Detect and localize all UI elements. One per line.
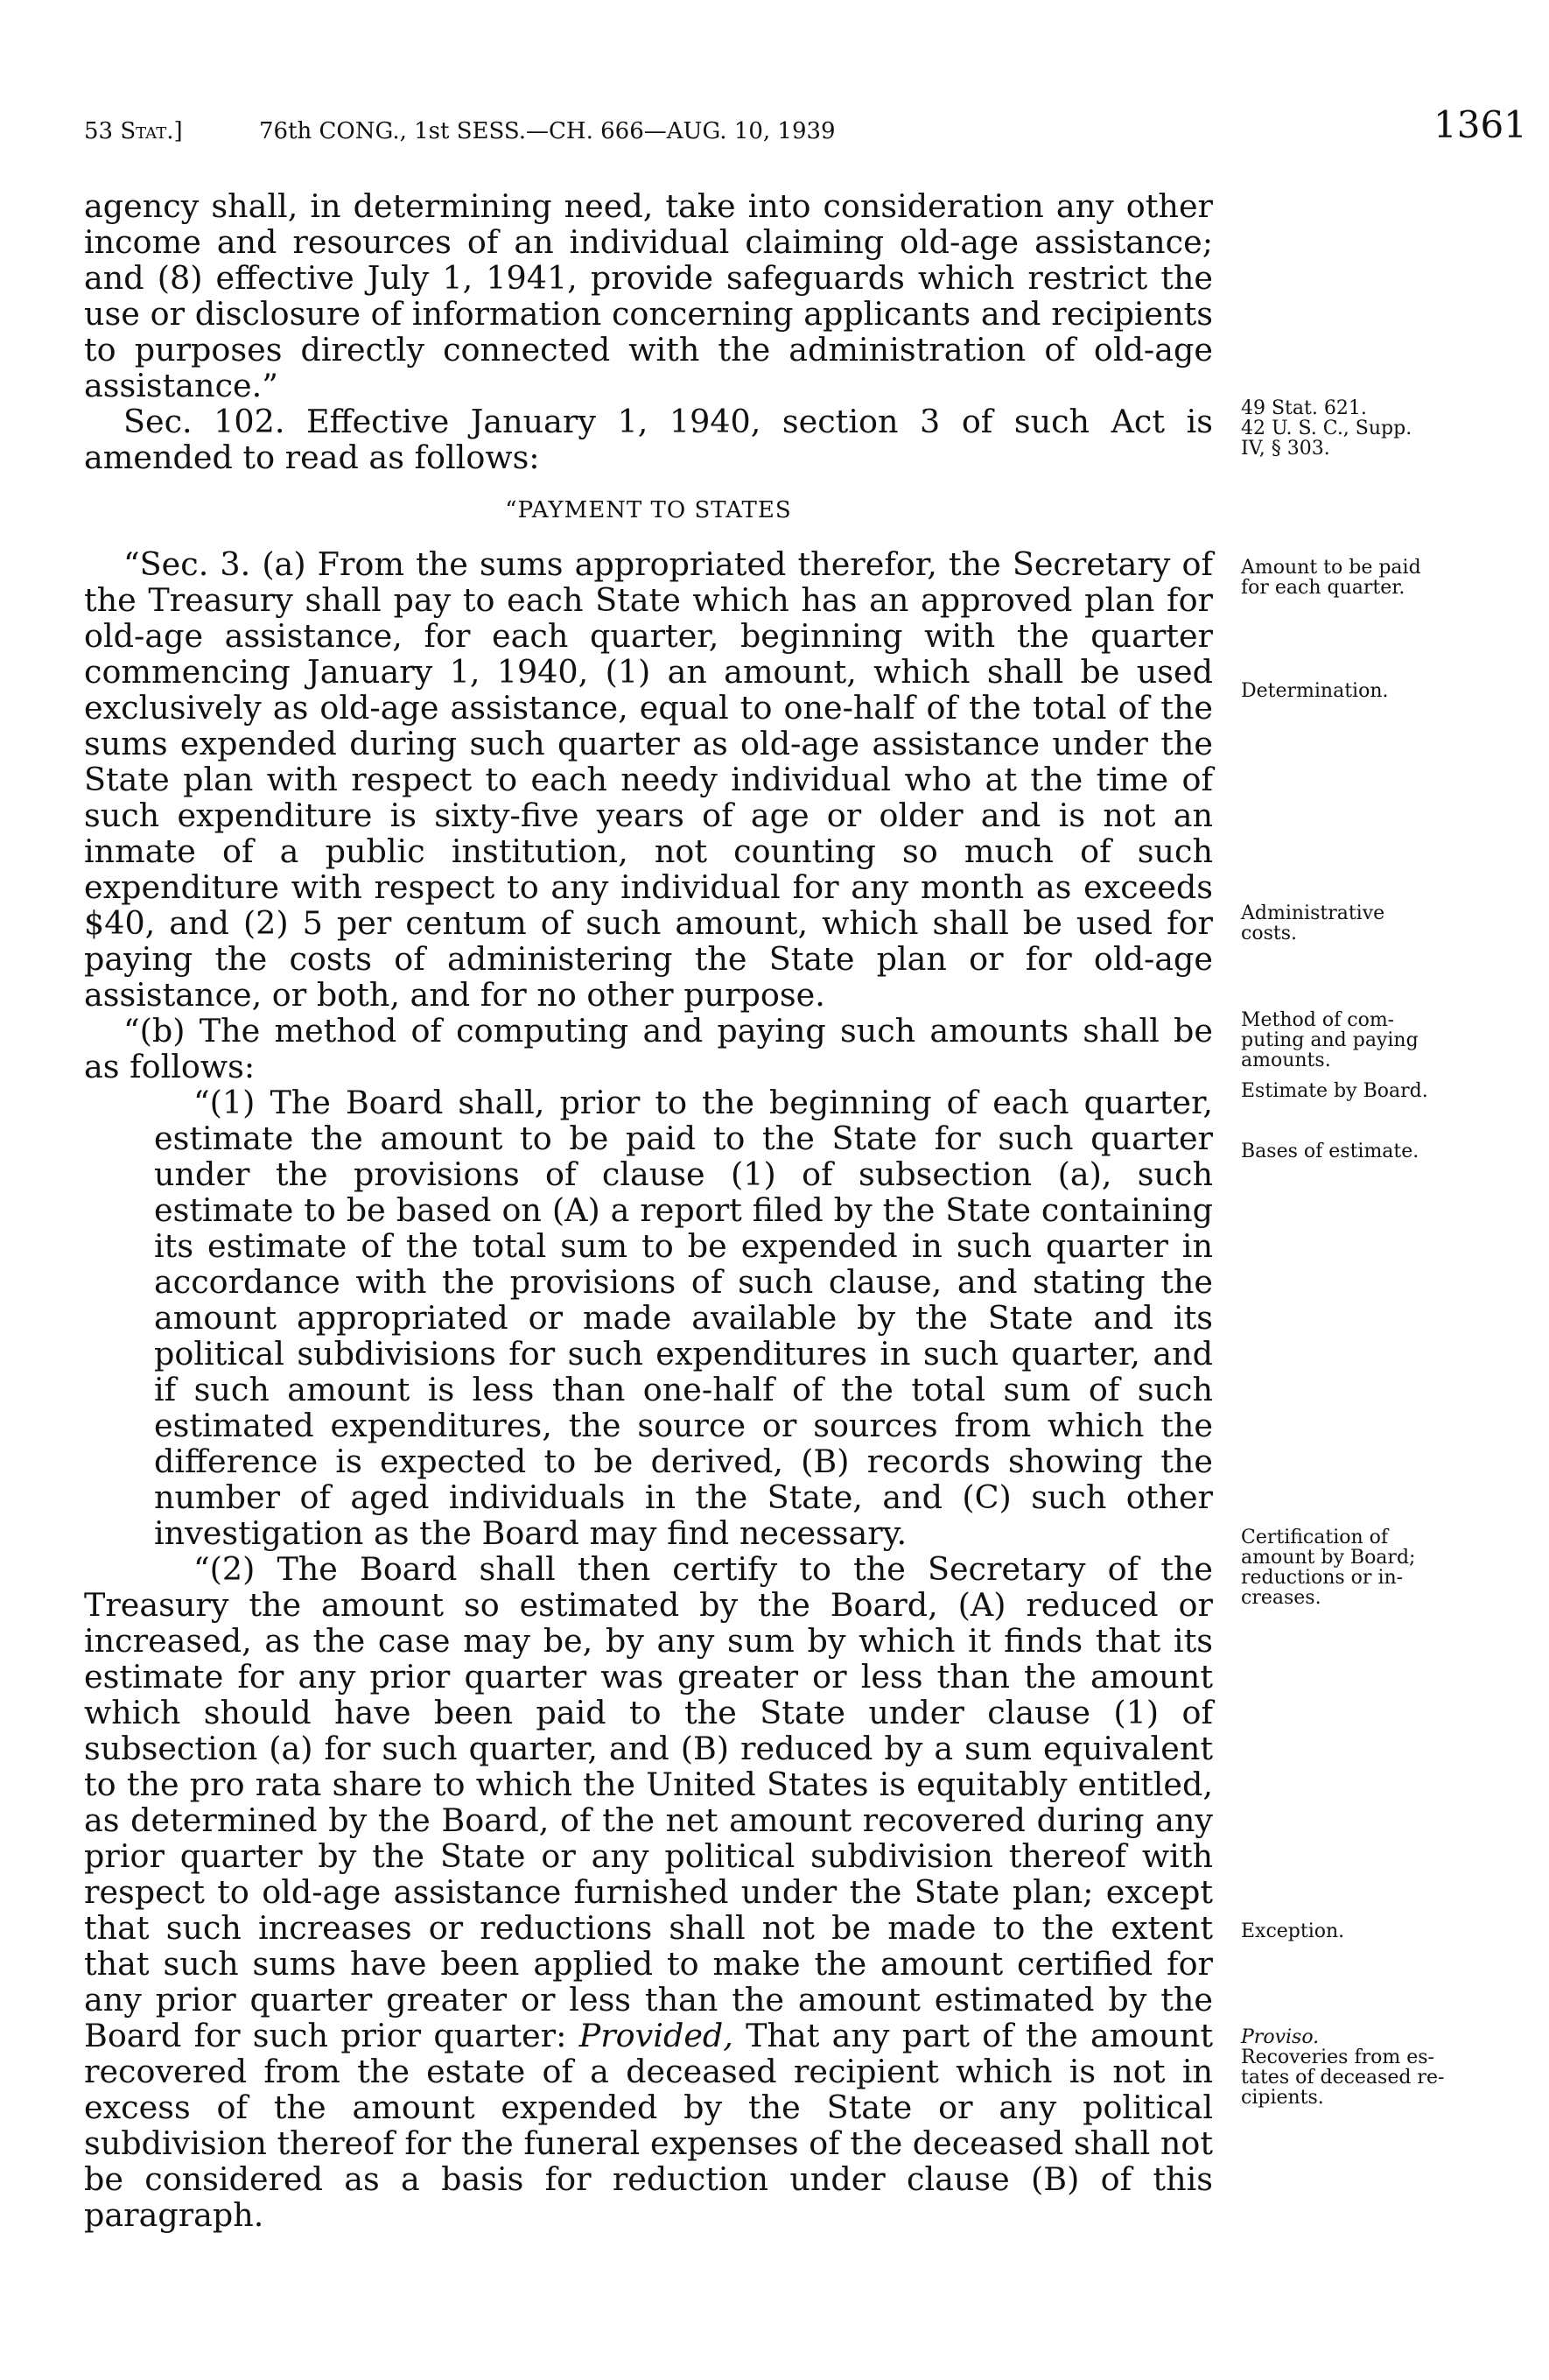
paragraph-b1: “(1) The Board shall, prior to the beginning of each quarter, estimate the amount to be paid to the State for such quarter under the provisions of clause (1) of subsection (a), such estimate to be based on (A) a report filed by the State containing its estimate of the total sum to be expended in such quarter in accordance with the provisions of such clause, and stating the amount appropriated or made available by the State and its political subdivisions for such expenditures in such quarter, and if such amount is less than one-half of the total sum of such estimated expenditures, the source or sources from which the difference is expected to be derived, (B) records showing the number of aged individuals in the State, and (C) such other investigation as the Board may find necessary.	[154, 1084, 1213, 1552]
margin-note-determination: Determination.	[1241, 680, 1389, 702]
provided-word: Provided,	[578, 2017, 733, 2054]
margin-note-citation: 49 Stat. 621. 42 U. S. C., Supp. IV, § 303.	[1241, 397, 1412, 460]
margin-note-amount-paid: Amount to be paid for each quarter.	[1241, 557, 1421, 599]
paragraph-sec-3b: “(b) The method of computing and paying such amounts shall be as follows:	[84, 1012, 1213, 1085]
paragraph-b2-text-a: “(2) The Board shall then certify to the Secretary of the Treasury the amount so estimated by the Board, (A) reduced or increased, as the case may be, by any sum by which it finds that its estimate for any prior quarter was greater or less than the amount which should have been paid to the State under clause (1) of subsection (a) for such quarter, and (B) reduced by a sum equivalent to the pro rata share to which the United States is equitably entitled, as determined by the Board, of the net amount recovered during any prior quarter by the State or any political subdivision thereof with respect to old-age assistance furnished under the State plan; except that such increases or reductions shall not be made to the extent that such sums have been applied to make the amount certified for any prior quarter greater or less than the amount estimated by the Board for such prior quarter:	[84, 1550, 1213, 2054]
body-text	[84, 188, 1213, 2233]
margin-note-method: Method of com- puting and paying amounts.	[1241, 1009, 1419, 1071]
page-number: 1361	[1433, 103, 1527, 146]
paragraph-sec-3a: “Sec. 3. (a) From the sums appropriated therefor, the Secretary of the Treasury shall pay to each State which has an approved plan for old-age assistance, for each quarter, beginning with the quarter commencing January 1, 1940, (1) an amount, which shall be used exclusively as old-age assistance, equal to one-half of the total of the sums expended during such quarter as old-age assistance under the State plan with respect to each needy individual who at the time of such expenditure is sixty-five years of age or older and is not an inmate of a public institution, not counting so much of such expenditure with respect to any individual for any month as exceeds $40, and (2) 5 per centum of such amount, which shall be used for paying the costs of administering the State plan or for old-age assistance, or both, and for no other purpose.	[84, 545, 1213, 1014]
margin-note-exception: Exception.	[1241, 1920, 1345, 1942]
paragraph-sec-102: Sec. 102. Effective January 1, 1940, section 3 of such Act is amended to read as follows:	[84, 403, 1213, 476]
section-heading: “PAYMENT TO STATES	[505, 497, 792, 523]
paragraph-b2-text-b: That any part of the amount recovered from the estate of a deceased recipient which is not in excess of the amount expended by the State or any political subdivision thereof for the funeral expenses of the deceased shall not be considered as a basis for reduction under clause (B) of this paragraph.	[84, 2017, 1213, 2234]
header-citation: 76th CONG., 1st SESS.—CH. 666—AUG. 10, 1939	[259, 118, 836, 144]
paragraph-b2	[84, 1551, 1213, 2233]
margin-note-certification: Certification of amount by Board; reductions or in- creases.	[1241, 1527, 1416, 1609]
margin-note-administrative: Administrative costs.	[1241, 902, 1385, 944]
margin-note-proviso: Proviso. Recoveries from es- tates of deceased re- cipients.	[1241, 2026, 1445, 2109]
header-volume: 53 Stat.]	[84, 118, 183, 144]
margin-note-bases: Bases of estimate.	[1241, 1141, 1419, 1162]
margin-note-estimate: Estimate by Board.	[1241, 1080, 1428, 1102]
paragraph-continuation: agency shall, in determining need, take into consideration any other income and resources of an individual claiming old-age assistance; and (8) effective July 1, 1941, provide safeguards which restrict the use or disclosure of information concerning applicants and recipients to purposes directly connected with the administration of old-age assistance.”	[84, 187, 1213, 404]
